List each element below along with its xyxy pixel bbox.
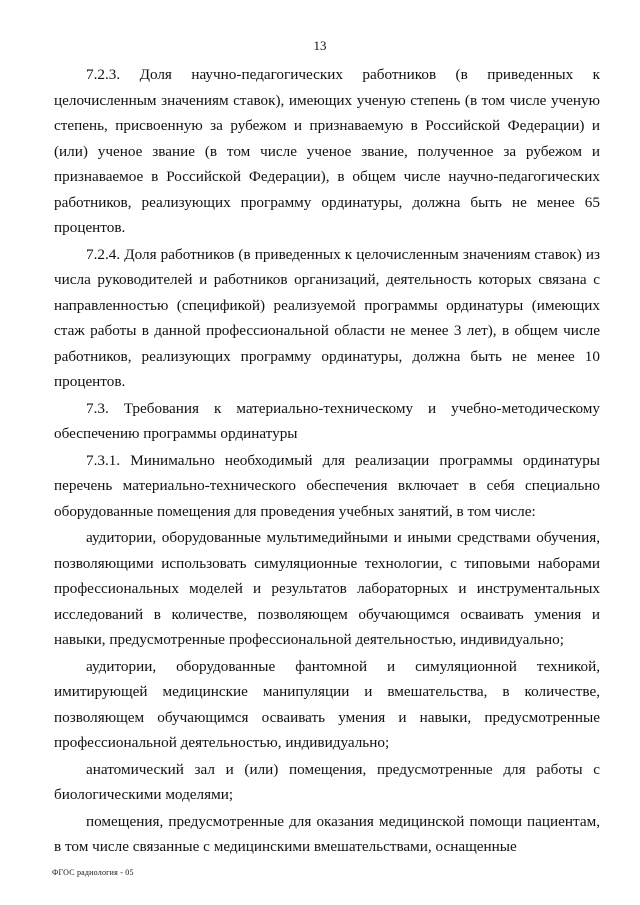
footer-note: ФГОС радиология - 05: [52, 868, 134, 877]
page-number: 13: [313, 38, 327, 53]
paragraph-7-3-1: 7.3.1. Минимально необходимый для реализации программы ординатуры перечень материально-технического обеспечения включает в себя специально оборудованные помещения для проведения учебных занятий, в том числе:: [54, 451, 600, 520]
document-body: [54, 62, 600, 860]
paragraph-7-2-4: 7.2.4. Доля работников (в приведенных к целочисленным значениям ставок) из числа руководителей и работников организаций, деятельность которых связана с направленностью (спецификой) реализуемой программы ординатуры (имеющих стаж работы в данной профессиональной области не менее 3 лет), в общем числе работников, реализующих программу ординатуры, должна быть не менее 10 процентов.: [54, 245, 600, 390]
list-item-medical-care-rooms: помещения, предусмотренные для оказания медицинской помощи пациентам, в том числе связанные с медицинскими вмешательствами, оснащенные: [54, 812, 600, 855]
list-item-multimedia-auditoriums: аудитории, оборудованные мультимедийными и иными средствами обучения, позволяющими использовать симуляционные технологии, с типовыми наборами профессиональных моделей и результатов лабораторных и инструментальных исследований в количестве, позволяющем обучающимся осваивать умения и навыки, предусмотренные профессиональной деятельностью, индивидуально;: [54, 529, 600, 648]
list-item-anatomical-hall: анатомический зал и (или) помещения, предусмотренные для работы с биологическими моделями;: [54, 760, 600, 803]
section-heading-7-3: 7.3. Требования к материально-техническому и учебно-методическому обеспечению программы ординатуры: [54, 399, 600, 442]
list-item-phantom-auditoriums: аудитории, оборудованные фантомной и симуляционной техникой, имитирующей медицинские манипуляции и вмешательства, в количестве, позволяющем обучающимся осваивать умения и навыки, предусмотренные профессиональной деятельностью, индивидуально;: [54, 657, 600, 751]
paragraph-7-2-3: 7.2.3. Доля научно-педагогических работников (в приведенных к целочисленным значениям ставок), имеющих ученую степень (в том числе ученую степень, присвоенную за рубежом и признаваемую в Российской Федерации) и (или) ученое звание (в том числе ученое звание, полученное за рубежом и признаваемое в Российской Федерации), в общем числе научно-педагогических работников, реализующих программу ординатуры, должна быть не менее 65 процентов.: [54, 66, 600, 236]
